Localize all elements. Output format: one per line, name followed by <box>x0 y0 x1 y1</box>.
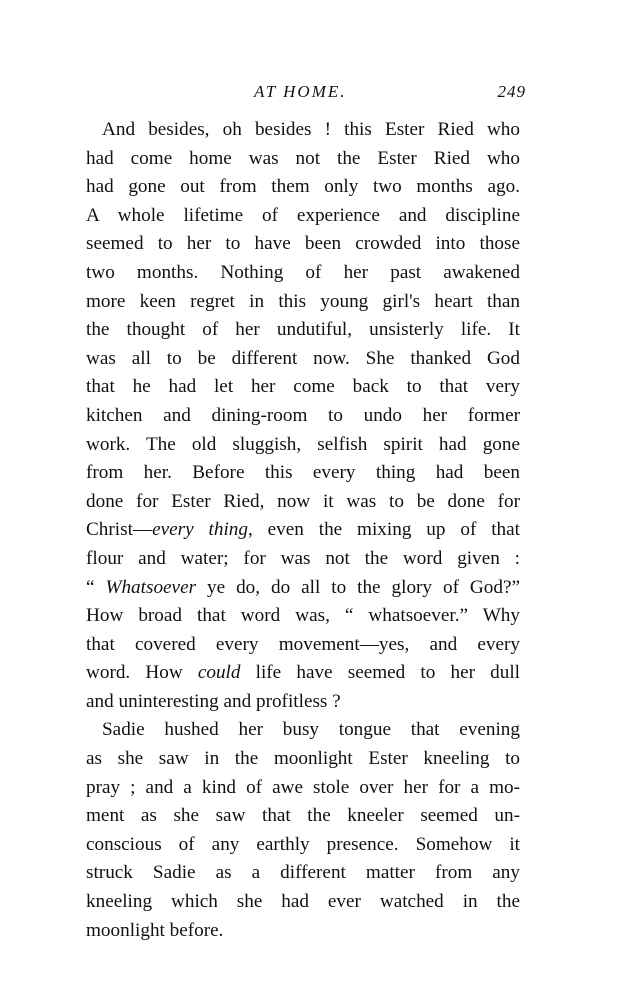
text-run: two months. Nothing of her past awakened <box>86 261 520 283</box>
text-run: conscious of any earthly presence. Somehow it <box>86 833 520 855</box>
text-run: that covered every movement—yes, and every <box>86 633 520 655</box>
text-run: Christ— <box>86 519 153 541</box>
text-run: A whole lifetime of experience and discipline <box>86 204 520 226</box>
text-run: had come home was not the Ester Ried who <box>86 147 520 169</box>
text-line <box>86 859 520 888</box>
text-line <box>86 173 520 202</box>
text-run: as she saw in the moonlight Ester kneeling to <box>86 748 520 770</box>
text-line <box>86 659 520 688</box>
text-run: life have seemed to her dull <box>240 662 520 684</box>
text-line <box>86 545 520 574</box>
text-run: pray ; and a kind of awe stole over her for a mo- <box>86 776 520 798</box>
text-run: work. The old sluggish, selfish spirit had gone <box>86 433 520 455</box>
text-run: flour and water; for was not the word given : <box>86 547 520 569</box>
text-line <box>86 831 520 860</box>
text-run: And besides, oh besides ! this Ester Ried who <box>102 119 520 140</box>
text-line <box>86 116 520 145</box>
paragraph <box>86 116 520 716</box>
body-text <box>86 116 520 945</box>
text-run: ye do, do all to the glory of God?” <box>196 576 520 598</box>
text-line <box>86 431 520 460</box>
text-run: How broad that word was, “ whatsoever.” Why <box>86 605 520 627</box>
text-run: and uninteresting and profitless ? <box>86 690 341 712</box>
text-run: struck Sadie as a different matter from any <box>86 862 520 884</box>
text-line <box>86 459 520 488</box>
text-run: had gone out from them only two months ago. <box>86 176 520 198</box>
text-line <box>86 745 520 774</box>
italic-emphasis: every thing <box>152 519 248 541</box>
text-line <box>86 488 520 517</box>
text-run: moonlight before. <box>86 919 224 941</box>
text-run: was all to be different now. She thanked God <box>86 347 520 369</box>
text-line <box>86 602 520 631</box>
text-line <box>86 516 520 545</box>
text-run: kitchen and dining-room to undo her former <box>86 404 520 426</box>
text-line <box>86 230 520 259</box>
italic-emphasis: could <box>197 662 241 684</box>
text-line <box>86 802 520 831</box>
text-line <box>86 345 520 374</box>
text-run: seemed to her to have been crowded into those <box>86 233 520 255</box>
paragraph <box>86 716 520 945</box>
text-line <box>86 716 520 745</box>
text-run: the thought of her undutiful, unsisterly life. It <box>86 319 520 341</box>
text-line <box>86 316 520 345</box>
running-head <box>86 82 526 108</box>
text-run: that he had let her come back to that very <box>86 376 520 398</box>
text-line <box>86 917 520 946</box>
text-run: , even the mixing up of that <box>247 519 520 541</box>
text-line <box>86 888 520 917</box>
text-run: Sadie hushed her busy tongue that evening <box>102 719 520 741</box>
text-run: done for Ester Ried, now it was to be done for <box>86 490 520 512</box>
text-line <box>86 774 520 803</box>
text-run: “ <box>86 576 106 598</box>
text-line <box>86 259 520 288</box>
text-line <box>86 574 520 603</box>
text-line <box>86 373 520 402</box>
text-line <box>86 145 520 174</box>
page-number: 249 <box>497 82 526 101</box>
text-run: kneeling which she had ever watched in the <box>86 891 520 913</box>
text-line <box>86 202 520 231</box>
running-title: AT HOME. <box>254 82 347 101</box>
text-line <box>86 402 520 431</box>
text-line <box>86 288 520 317</box>
text-run: more keen regret in this young girl's heart than <box>86 290 520 312</box>
text-run: word. How <box>86 662 198 684</box>
italic-emphasis: Whatsoever <box>105 576 197 598</box>
text-line <box>86 631 520 660</box>
text-run: ment as she saw that the kneeler seemed un- <box>86 805 520 827</box>
text-line <box>86 688 520 717</box>
text-run: from her. Before this every thing had been <box>86 462 520 484</box>
